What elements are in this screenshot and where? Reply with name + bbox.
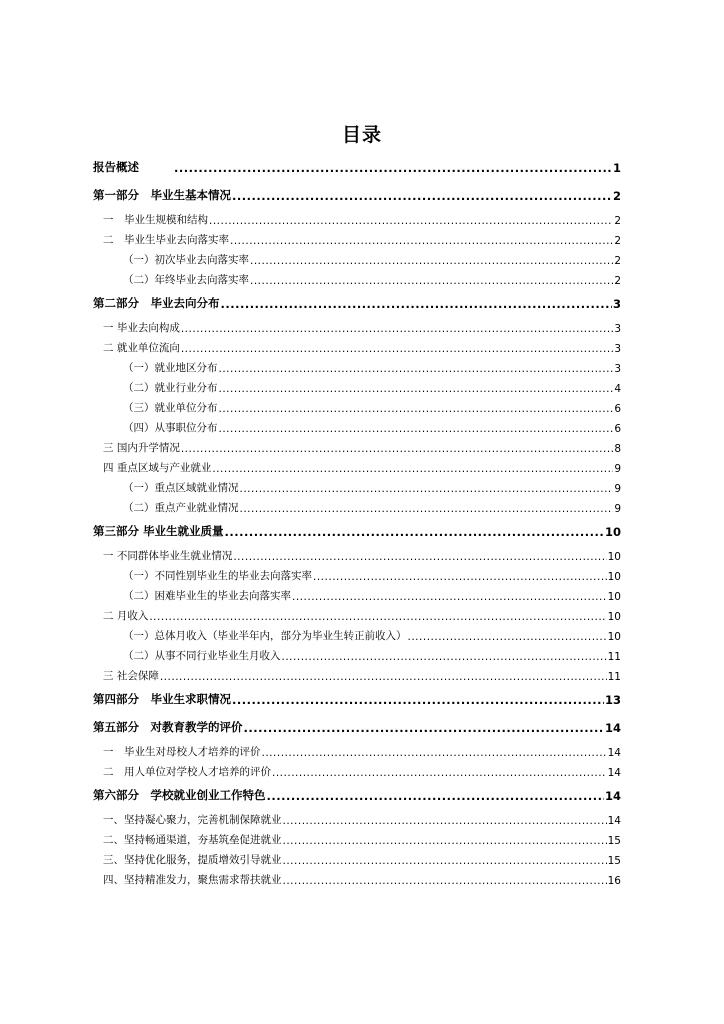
toc-entry-label: 一 不同群体毕业生就业情况 <box>103 550 233 562</box>
toc-entry[interactable] <box>93 663 621 683</box>
toc-entry-label: （四）从事职位分布 <box>123 422 218 434</box>
toc-entry-label: （一）总体月收入（毕业半年内，部分为毕业生转正前收入） <box>123 630 407 642</box>
toc-page-number: 3 <box>614 323 621 335</box>
toc-entry-label: （一）重点区域就业情况 <box>123 482 239 494</box>
dot-leader <box>283 836 607 847</box>
toc-entry-label: （一）初次毕业去向落实率 <box>123 254 249 266</box>
toc-page-number: 2 <box>614 235 621 247</box>
toc-section-entry[interactable] <box>93 291 621 311</box>
toc-section-entry[interactable] <box>93 687 621 707</box>
toc-entry[interactable] <box>93 455 621 475</box>
dot-leader <box>232 695 604 707</box>
toc-entry-label: 第三部分 毕业生就业质量 <box>93 524 224 538</box>
toc-page-number: 10 <box>607 591 621 603</box>
dot-leader <box>232 191 612 203</box>
toc-page-number: 2 <box>614 255 621 267</box>
toc-entry-label: 二 月收入 <box>103 610 149 622</box>
toc-entry[interactable] <box>93 827 621 847</box>
dot-leader <box>408 632 607 643</box>
toc-entry-label: 四 重点区域与产业就业 <box>103 462 212 474</box>
toc-entry-label: 一、坚持凝心聚力，完善机制保障就业 <box>103 814 282 826</box>
dot-leader <box>219 424 614 435</box>
toc-page-number: 3 <box>614 343 621 355</box>
toc-entry[interactable] <box>93 807 621 827</box>
toc-page-number: 10 <box>607 571 621 583</box>
dot-leader <box>313 572 607 583</box>
toc-entry-label: 一 毕业去向构成 <box>103 322 180 334</box>
dot-leader <box>240 504 614 515</box>
toc-page-number: 3 <box>612 297 621 311</box>
dot-leader <box>250 256 613 267</box>
toc-entry-label: （二）困难毕业生的毕业去向落实率 <box>123 590 291 602</box>
toc-entry[interactable] <box>93 623 621 643</box>
toc-entry[interactable] <box>93 247 621 267</box>
dot-leader <box>212 464 613 475</box>
toc-section-entry[interactable] <box>93 715 621 735</box>
toc-entry-label: （二）从事不同行业毕业生月收入 <box>123 650 281 662</box>
toc-entry[interactable] <box>93 583 621 603</box>
toc-entry[interactable] <box>93 355 621 375</box>
dot-leader <box>272 768 607 779</box>
toc-entry-label: 三、坚持优化服务，提质增效引导就业 <box>103 854 282 866</box>
toc-page-number: 6 <box>614 423 621 435</box>
toc-entry-label: 报告概述 <box>93 160 139 174</box>
toc-entry[interactable] <box>93 267 621 287</box>
toc-page-number: 2 <box>614 215 621 227</box>
toc-section-entry[interactable] <box>93 783 621 803</box>
toc-entry-label: （二）重点产业就业情况 <box>123 502 239 514</box>
toc-page-number: 9 <box>614 463 621 475</box>
toc-entry[interactable] <box>93 315 621 335</box>
toc-page-number: 14 <box>604 789 621 803</box>
toc-entry-label: 二、坚持畅通渠道，夯基筑垒促进就业 <box>103 834 282 846</box>
toc-entry-label: （二）年终毕业去向落实率 <box>123 274 249 286</box>
toc-entry-label: （一）不同性别毕业生的毕业去向落实率 <box>123 570 312 582</box>
dot-leader <box>262 748 607 759</box>
toc-page-number: 10 <box>604 525 621 539</box>
toc-page-number: 3 <box>614 363 621 375</box>
dot-leader <box>282 652 607 663</box>
toc-entry[interactable] <box>93 375 621 395</box>
toc-page-number: 11 <box>607 671 621 683</box>
toc-entry-label: 二 用人单位对学校人才培养的评价 <box>103 766 271 778</box>
dot-leader <box>230 236 613 247</box>
dot-leader <box>225 527 604 539</box>
dot-leader <box>181 344 613 355</box>
toc-section-entry[interactable] <box>93 155 621 175</box>
toc-page-number: 11 <box>607 651 621 663</box>
dot-leader <box>283 856 607 867</box>
page-title: 目录 <box>341 124 382 146</box>
dot-leader <box>240 484 614 495</box>
dot-leader <box>174 163 612 175</box>
toc-entry[interactable] <box>93 335 621 355</box>
dot-leader <box>221 299 612 311</box>
toc-entry[interactable] <box>93 759 621 779</box>
toc-page-number: 9 <box>614 483 621 495</box>
table-of-contents <box>93 155 621 887</box>
dot-leader <box>233 552 606 563</box>
toc-section-entry[interactable] <box>93 519 621 539</box>
dot-leader <box>250 276 613 287</box>
toc-page-number: 10 <box>607 551 621 563</box>
toc-entry-label: 第四部分 毕业生求职情况 <box>93 692 231 706</box>
toc-page-number: 4 <box>614 383 621 395</box>
toc-entry-label: 三 社会保障 <box>103 670 159 682</box>
dot-leader <box>292 592 607 603</box>
toc-entry-label: 二 毕业生毕业去向落实率 <box>103 234 229 246</box>
toc-entry-label: 一 毕业生对母校人才培养的评价 <box>103 746 261 758</box>
toc-entry[interactable] <box>93 227 621 247</box>
dot-leader <box>181 444 613 455</box>
toc-entry-label: 第六部分 学校就业创业工作特色 <box>93 788 266 802</box>
toc-page-number: 16 <box>607 875 621 887</box>
toc-entry[interactable] <box>93 603 621 623</box>
toc-section-entry[interactable] <box>93 183 621 203</box>
toc-entry[interactable] <box>93 475 621 495</box>
toc-page-number: 14 <box>607 815 621 827</box>
toc-entry-label: 第一部分 毕业生基本情况 <box>93 188 231 202</box>
toc-entry[interactable] <box>93 415 621 435</box>
toc-entry-label: 三 国内升学情况 <box>103 442 180 454</box>
toc-page-number: 9 <box>614 503 621 515</box>
toc-entry-label: 一 毕业生规模和结构 <box>103 214 208 226</box>
toc-entry-label: 二 就业单位流向 <box>103 342 180 354</box>
toc-entry[interactable] <box>93 847 621 867</box>
toc-entry-label: 第二部分 毕业去向分布 <box>93 296 220 310</box>
dot-leader <box>267 791 604 803</box>
toc-entry[interactable] <box>93 395 621 415</box>
toc-entry[interactable] <box>93 543 621 563</box>
toc-entry-label: 第五部分 对教育教学的评价 <box>93 720 243 734</box>
dot-leader <box>283 816 607 827</box>
dot-leader <box>181 324 613 335</box>
toc-page-number: 14 <box>607 747 621 759</box>
toc-page-number: 10 <box>607 631 621 643</box>
dot-leader <box>219 404 614 415</box>
dot-leader <box>283 876 607 887</box>
toc-page-number: 6 <box>614 403 621 415</box>
dot-leader <box>244 723 604 735</box>
toc-entry[interactable] <box>93 643 621 663</box>
toc-entry-label: 四、坚持精准发力，聚焦需求帮扶就业 <box>103 874 282 886</box>
toc-page-number: 13 <box>604 693 621 707</box>
toc-page-number: 2 <box>614 275 621 287</box>
toc-page-number: 15 <box>607 855 621 867</box>
dot-leader <box>219 384 614 395</box>
dot-leader <box>219 364 614 375</box>
toc-page-number: 8 <box>614 443 621 455</box>
toc-entry[interactable] <box>93 435 621 455</box>
toc-entry[interactable] <box>93 495 621 515</box>
toc-entry-label: （三）就业单位分布 <box>123 402 218 414</box>
dot-leader <box>160 672 607 683</box>
toc-page-number: 14 <box>604 721 621 735</box>
toc-entry[interactable] <box>93 563 621 583</box>
toc-page-number: 2 <box>612 189 621 203</box>
toc-page-number: 1 <box>612 161 621 175</box>
toc-page-number: 10 <box>607 611 621 623</box>
toc-entry[interactable] <box>93 739 621 759</box>
toc-entry[interactable] <box>93 867 621 887</box>
toc-entry-label: （二）就业行业分布 <box>123 382 218 394</box>
toc-page-number: 15 <box>607 835 621 847</box>
toc-page-number: 14 <box>607 767 621 779</box>
toc-entry-label: （一）就业地区分布 <box>123 362 218 374</box>
dot-leader <box>149 612 606 623</box>
toc-entry[interactable] <box>93 207 621 227</box>
dot-leader <box>209 216 613 227</box>
